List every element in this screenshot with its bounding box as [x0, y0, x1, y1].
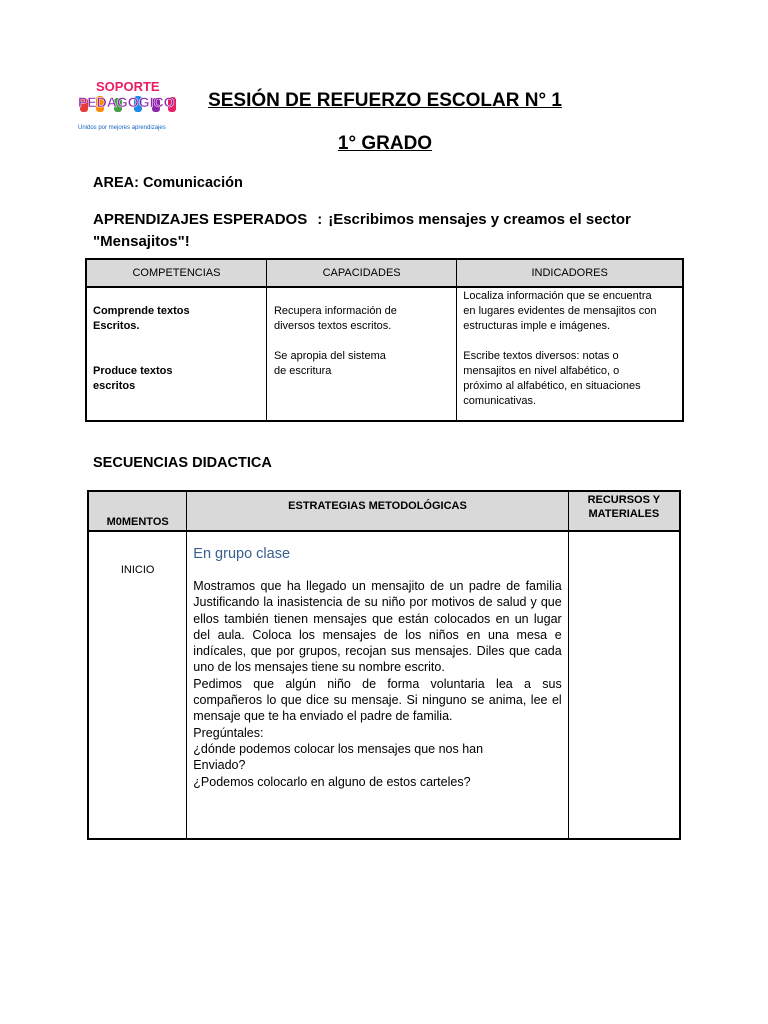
competencia-line: escritos — [93, 380, 136, 392]
indicador-line: Localiza información que se encuentra — [463, 290, 652, 302]
momento-inicio: INICIO — [88, 531, 187, 839]
header-competencias: COMPETENCIAS — [86, 259, 266, 287]
competencia-line: Comprende textos — [93, 305, 190, 317]
grade-title: 1° GRADO — [337, 133, 433, 154]
header-estrategias: ESTRATEGIAS METODOLÓGICAS — [187, 491, 568, 531]
indicador-line: Escribe textos diversos: notas o — [463, 350, 619, 362]
indicador-line: estructuras imple e imágenes. — [463, 320, 611, 332]
page-title: SESIÓN DE REFUERZO ESCOLAR N° 1 — [208, 90, 562, 111]
competencia-line: Produce textos — [93, 365, 173, 377]
capacidad-line: de escritura — [273, 365, 332, 377]
aprendizajes-esperados — [93, 209, 653, 253]
strategy-line: Pregúntales: — [193, 725, 264, 740]
secuencias-title: SECUENCIAS DIDACTICA — [93, 455, 272, 471]
header-recursos-line2: MATERIALES — [588, 508, 660, 520]
estrategias-cell — [187, 531, 568, 839]
competencias-row — [86, 287, 683, 421]
capacidad-line: Recupera información de — [273, 305, 397, 317]
svg-text:Unidos por mejores aprendizaje: Unidos por mejores aprendizajes — [78, 125, 166, 131]
capacidad-line: Se apropia del sistema — [273, 350, 386, 362]
aprendizajes-sep: : — [317, 211, 323, 228]
header-momentos: M0MENTOS — [88, 491, 187, 531]
indicador-line: comunicativas. — [463, 395, 537, 407]
indicador-line: próximo al alfabético, en situaciones — [463, 380, 641, 392]
strategy-paragraph-1: Mostramos que ha llegado un mensajito de un padre de familia Justificando la inasistencia de su niño por motivos de salud y que ellos también tienen mensajes que están colocados en un lugar del aula. Coloca los mensajes de los niños en una mesa e indícales, que por grupos, recojan sus mensajes. Diles que cada uno de los mensajes tiene su nombre escrito. — [193, 579, 562, 675]
competencias-cell — [86, 287, 266, 421]
competencias-header-row — [86, 259, 683, 287]
aprendizajes-text: ¡Escribimos mensajes y creamos el sector "Mensajitos"! — [93, 211, 631, 250]
capacidad-line: diversos textos escritos. — [273, 320, 392, 332]
group-title: En grupo clase — [193, 546, 291, 562]
secuencias-table — [87, 490, 681, 840]
header-indicadores: INDICADORES — [457, 259, 683, 287]
recursos-cell — [568, 531, 680, 839]
secuencias-row — [88, 531, 680, 839]
strategy-line: ¿Podemos colocarlo en alguno de estos carteles? — [193, 774, 471, 789]
capacidades-cell — [266, 287, 456, 421]
header-recursos-line1: RECURSOS Y — [587, 494, 661, 506]
competencias-table — [85, 258, 684, 422]
secuencias-header-row — [88, 491, 680, 531]
indicador-line: mensajitos en nivel alfabético, o — [463, 365, 620, 377]
header-recursos — [568, 491, 680, 531]
svg-text:PEDAGOGICO: PEDAGOGICO — [78, 94, 175, 110]
strategy-line: Enviado? — [193, 758, 246, 773]
indicadores-cell — [457, 287, 683, 421]
strategy-line: ¿dónde podemos colocar los mensajes que nos han — [193, 741, 484, 756]
soporte-pedagogico-logo — [74, 78, 186, 134]
area-label: AREA: Comunicación — [93, 175, 243, 191]
strategy-paragraph-2: Pedimos que algún niño de forma voluntaria lea a sus compañeros lo que dice su mensaje. Si ninguno se anima, lee el mensaje que te ha enviado el padre de familia. — [193, 676, 562, 724]
header-capacidades: CAPACIDADES — [266, 259, 456, 287]
svg-text:SOPORTE: SOPORTE — [96, 79, 160, 94]
competencia-line: Escritos. — [93, 320, 140, 332]
indicador-line: en lugares evidentes de mensajitos con — [463, 305, 657, 317]
aprendizajes-label: APRENDIZAJES ESPERADOS — [93, 211, 308, 228]
